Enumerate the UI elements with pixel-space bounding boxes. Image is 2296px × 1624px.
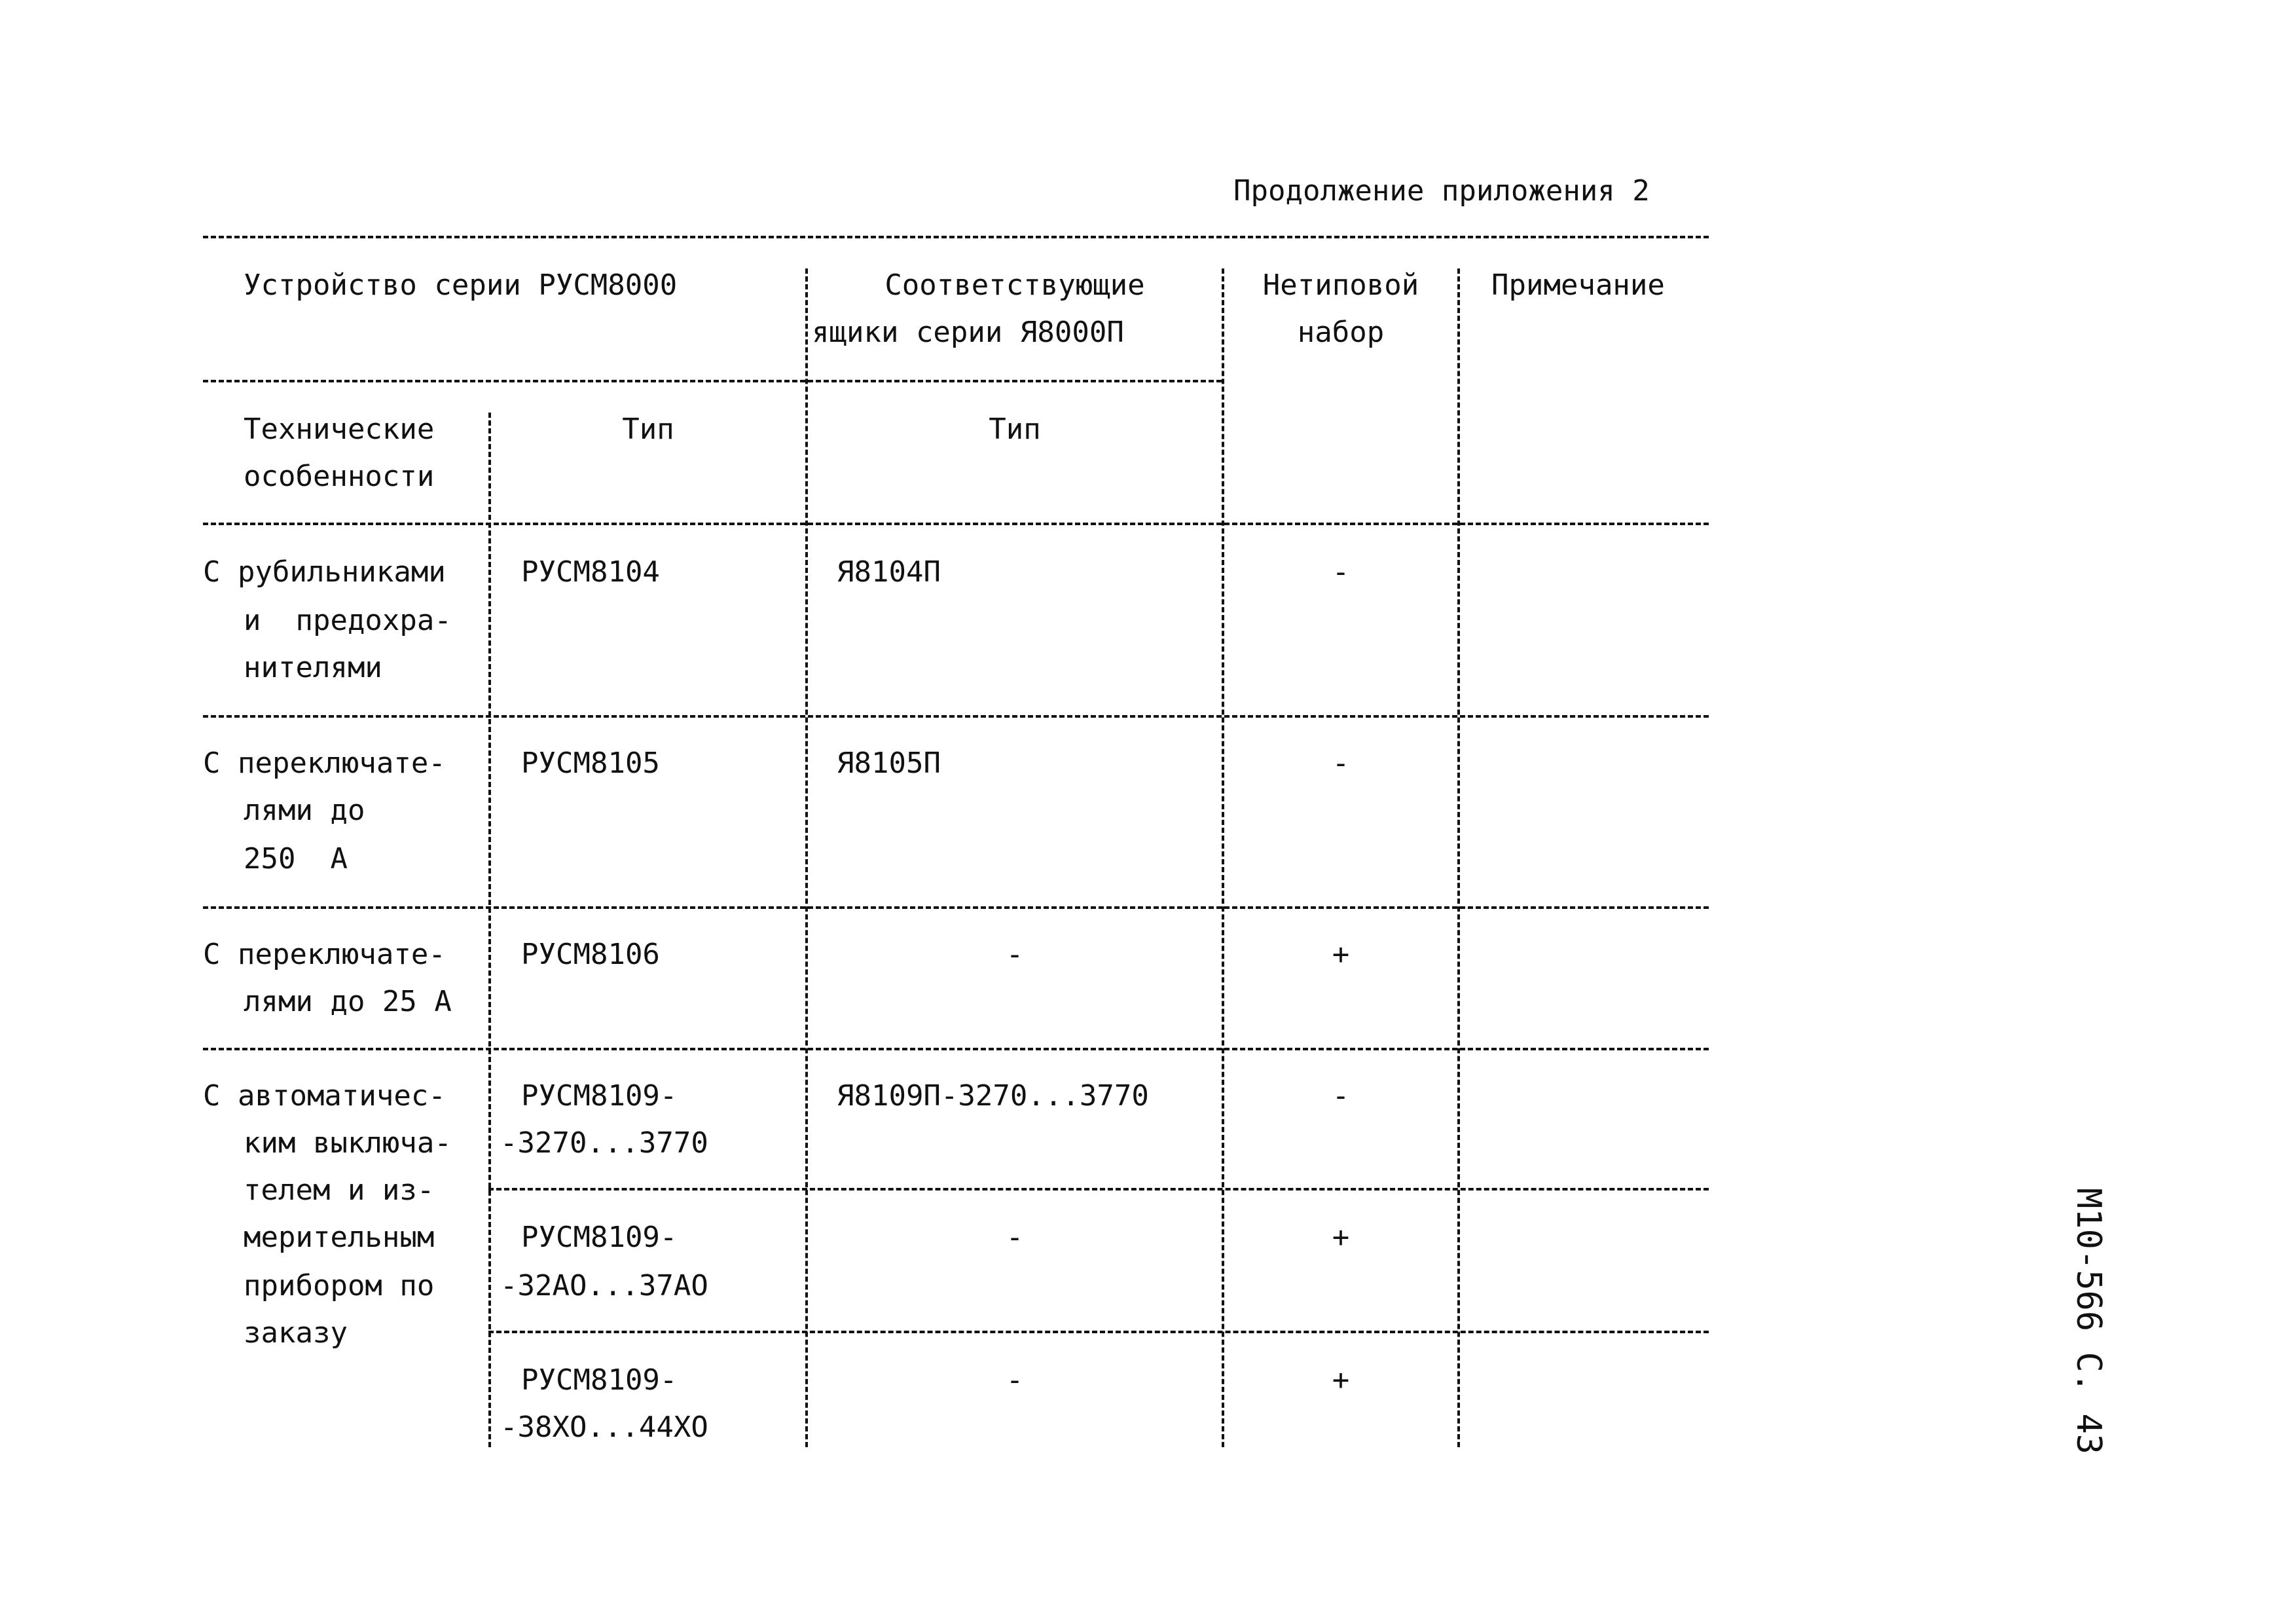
row1-type: РУСМ8104 [521,555,660,589]
row4b-type-line2: -32АО...37АО [500,1269,708,1302]
row3-nonstd: + [1332,938,1350,971]
row1-features-line2: и предохра- [244,604,452,637]
row4-features-line1: С автоматичес- [203,1079,446,1113]
row4a-type-line1: РУСМ8109- [521,1079,678,1113]
row3-type: РУСМ8106 [521,938,660,971]
subheader-box-type: Тип [989,413,1041,446]
header-nonstd-line1: Нетиповой [1262,268,1419,302]
divider-col-features [488,413,491,1447]
row4c-box: - [1006,1363,1024,1397]
row4c-type-line1: РУСМ8109- [521,1363,678,1397]
header-note: Примечание [1491,268,1665,302]
row4a-box: Я8109П-3270...3770 [837,1079,1149,1113]
row1-box: Я8104П [837,555,941,589]
divider-col-box [1222,268,1224,1447]
subheader-features-line1: Технические [244,413,435,446]
row3-box: - [1006,938,1024,971]
row4-features-line3: телем и из- [244,1173,435,1207]
row4-features-line4: мерительным [244,1221,435,1254]
continuation-heading: Продолжение приложения 2 [1233,174,1650,208]
row4-features-line5: прибором по [244,1269,435,1302]
divider-col-nonstd [1457,268,1460,1447]
row2-nonstd: - [1332,747,1350,780]
row1-nonstd: - [1332,555,1350,589]
row4b-type-line1: РУСМ8109- [521,1221,678,1254]
row4b-bottom-rule [488,1331,1709,1333]
group-header-device-series: Устройство серии РУСМ8000 [244,268,678,302]
top-rule [203,236,1709,238]
row4a-type-line2: -3270...3770 [500,1126,708,1160]
row3-features-line1: С переключате- [203,938,446,971]
row2-features-line2: лями до [244,794,365,827]
row4-features-line6: заказу [244,1316,348,1350]
subheader-bottom-rule [203,523,1709,525]
row2-type: РУСМ8105 [521,747,660,780]
divider-col-type [805,268,808,1447]
row4a-bottom-rule [488,1188,1709,1190]
header-nonstd-line2: набор [1297,316,1385,349]
subheader-type: Тип [622,413,674,446]
row1-bottom-rule [203,715,1709,718]
row4c-type-line2: -38ХО...44ХО [500,1411,708,1444]
header-split-rule [203,380,1222,382]
row2-features-line1: С переключате- [203,747,446,780]
row1-features-line1: С рубильниками [203,555,446,589]
row3-features-line2: лями до 25 А [244,985,452,1018]
row1-features-line3: нителями [244,651,382,684]
page-code: М10-566 С. 43 [2069,1188,2108,1454]
row4c-nonstd: + [1332,1363,1350,1397]
row4b-box: - [1006,1221,1024,1254]
row4b-nonstd: + [1332,1221,1350,1254]
row4-features-line2: ким выключа- [244,1126,452,1160]
row2-box: Я8105П [837,747,941,780]
subheader-features-line2: особенности [244,460,435,493]
row3-bottom-rule [203,1048,1709,1050]
row2-bottom-rule [203,906,1709,909]
header-boxes-line2: ящики серии Я8000П [812,316,1124,349]
row4a-nonstd: - [1332,1079,1350,1113]
header-boxes-line1: Соответствующие [884,268,1145,302]
row2-features-line3: 250 А [244,842,348,876]
